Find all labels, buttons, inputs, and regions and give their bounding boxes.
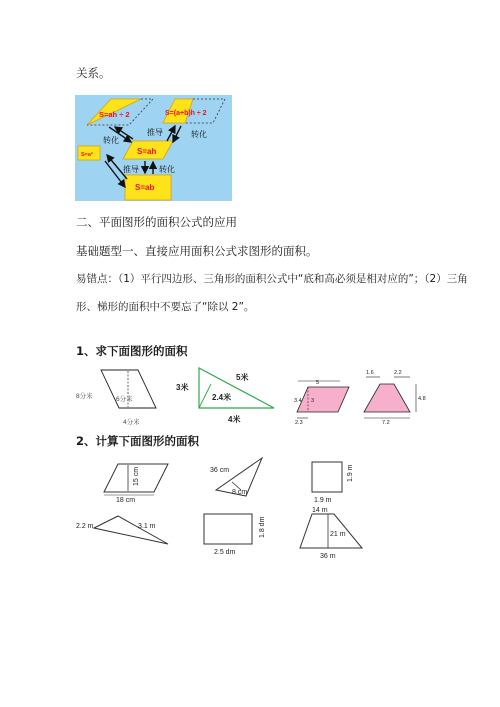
q2-triangle-d	[94, 516, 168, 544]
q1-fig4-top-right: 2.2	[394, 370, 402, 376]
q1-fig4-bottom: 7.2	[382, 420, 390, 426]
formula-relation-diagram	[75, 95, 232, 201]
q1-pink-trapezoid	[364, 377, 416, 418]
label-change-bottom: 转化	[159, 165, 175, 174]
formula-parallelogram: S=ah	[137, 147, 157, 156]
label-derive-left: 推导	[147, 128, 163, 137]
q2-c-bottom: 1.9 m	[314, 497, 332, 504]
question-1-title: 1、求下面图形的面积	[76, 344, 188, 358]
formula-square: S=a²	[81, 152, 93, 158]
q2-b-side: 36 cm	[210, 467, 230, 474]
q1-fig2-hyp: 5米	[236, 373, 249, 382]
q2-d-left: 2.2 m	[76, 523, 94, 530]
q1-fig1-left: 8分米	[76, 393, 93, 400]
q2-e-height: 1.8 dm	[259, 516, 266, 538]
q1-fig3-bottom: 2.3	[295, 420, 303, 426]
error-line-2: 形、梯形的面积中不要忘了“除以 2”。	[76, 301, 255, 313]
error-line-1: 易错点：（1）平行四边形、三角形的面积公式中“底和高必须是相对应的”；（2）三角	[76, 273, 468, 285]
formula-triangle: S=ah ÷ 2	[99, 110, 130, 119]
q1-fig1-bottom: 4分米	[123, 419, 140, 426]
label-derive-bottom: 推导	[123, 165, 139, 174]
label-change-left: 转化	[103, 136, 119, 145]
q2-a-base: 18 cm	[116, 497, 136, 504]
question-2-title: 2、计算下面图形的面积	[76, 434, 200, 448]
basic-title: 基础题型一、直接应用面积公式求图形的面积。	[76, 244, 318, 258]
top-line: 关系。	[76, 66, 111, 80]
section-title: 二、平面图形的面积公式的应用	[76, 215, 237, 229]
q1-fig2-height: 2.4米	[212, 393, 232, 402]
formula-trapezoid: S=(a+b)h ÷ 2	[165, 110, 207, 117]
q2-d-right: 3.1 m	[138, 523, 156, 530]
q1-fig3-top: 5	[316, 380, 320, 386]
q1-pink-parallelogram	[297, 381, 349, 418]
q1-fig1-height: 6分米	[116, 396, 133, 403]
q2-b-height: 8 cm	[232, 489, 248, 496]
q2-square	[312, 462, 342, 492]
q1-fig4-height: 4.8	[418, 396, 426, 402]
q1-fig4-top-left: 1.6	[366, 370, 374, 376]
formula-rectangle: S=ab	[135, 183, 155, 192]
question-1-figures	[76, 360, 432, 430]
label-change-right: 转化	[191, 130, 207, 139]
q1-fig2-left: 3米	[176, 383, 189, 392]
q2-f-bottom: 36 m	[320, 553, 336, 560]
q2-rectangle	[204, 514, 252, 544]
q2-c-side: 1.9 m	[347, 464, 354, 482]
q1-fig3-side: 3.4	[294, 398, 302, 404]
q2-e-bottom: 2.5 dm	[214, 549, 236, 556]
q2-f-height: 21 m	[330, 531, 346, 538]
q1-fig3-height: 3	[311, 398, 315, 404]
question-2-figures	[76, 456, 406, 582]
q2-f-top: 14 m	[312, 507, 328, 514]
q1-fig2-bottom: 4米	[228, 415, 241, 424]
q2-a-height: 15 cm	[133, 466, 140, 486]
